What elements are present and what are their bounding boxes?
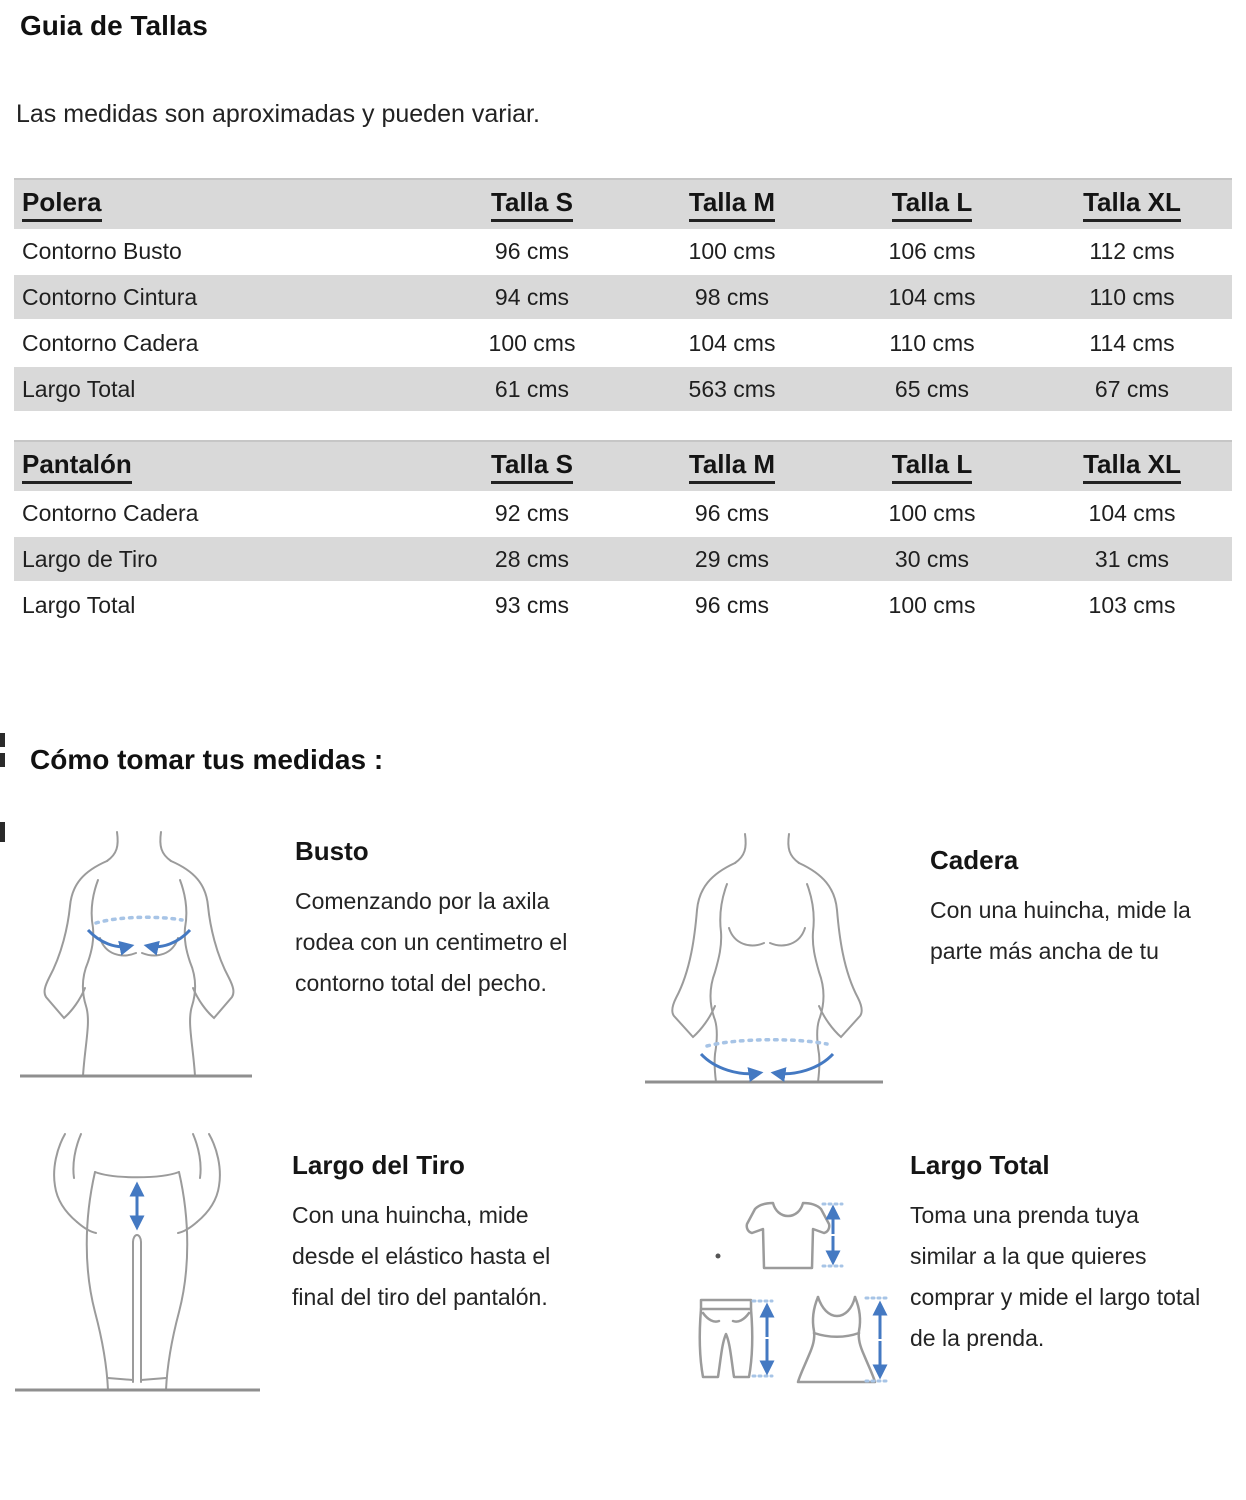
column-header: Talla S xyxy=(432,441,632,491)
scan-artifact xyxy=(0,753,5,767)
bust-dotted-line xyxy=(96,917,182,923)
measure-line: final del tiro del pantalón. xyxy=(292,1284,548,1310)
legs-inseam-figure xyxy=(15,1132,275,1412)
cell-value: 110 cms xyxy=(889,329,975,356)
table-header-row xyxy=(14,441,1232,491)
cell-value: 93 cms xyxy=(494,591,570,618)
table-row xyxy=(14,536,1232,582)
row-label: Contorno Busto xyxy=(22,237,182,264)
hip-dotted-line xyxy=(707,1040,827,1046)
cell-value: 96 cms xyxy=(494,237,570,264)
cell-value: 104 cms xyxy=(688,329,776,356)
cell-value: 104 cms xyxy=(1088,499,1176,526)
measure-line: Con una huincha, mide xyxy=(292,1202,529,1228)
scan-artifact xyxy=(0,733,5,747)
measure-line: Con una huincha, mide la xyxy=(930,897,1191,923)
table-header-row xyxy=(14,179,1232,229)
measure-line: comprar y mide el largo total xyxy=(910,1284,1201,1310)
cell-value: 28 cms xyxy=(494,545,570,572)
female-torso-hip-figure xyxy=(645,830,910,1115)
bust-measure-text xyxy=(295,836,625,1004)
cell-value: 94 cms xyxy=(494,283,570,310)
table-row xyxy=(14,320,1232,366)
cell-value: 104 cms xyxy=(888,283,976,310)
row-label: Largo de Tiro xyxy=(22,545,158,572)
row-label: Contorno Cadera xyxy=(22,499,199,526)
measure-line: similar a la que quieres xyxy=(910,1243,1147,1269)
cell-value: 112 cms xyxy=(1089,237,1175,264)
measure-line: Comenzando por la axila xyxy=(295,888,550,914)
cell-value: 106 cms xyxy=(888,237,976,264)
table-row xyxy=(14,366,1232,412)
cell-value: 98 cms xyxy=(694,283,770,310)
measure-line: rodea con un centimetro el xyxy=(295,929,568,955)
cell-value: 67 cms xyxy=(1094,375,1170,402)
cell-value: 100 cms xyxy=(688,237,776,264)
column-header: Talla XL xyxy=(1032,441,1232,491)
dress-icon xyxy=(798,1297,875,1382)
table-row xyxy=(14,274,1232,320)
column-header: Pantalón xyxy=(14,441,432,491)
cell-value: 100 cms xyxy=(888,499,976,526)
cell-value: 31 cms xyxy=(1094,545,1170,572)
measure-title: Busto xyxy=(295,836,369,866)
hip-measure-text xyxy=(930,845,1240,972)
column-header: Polera xyxy=(14,179,432,229)
cell-value: 92 cms xyxy=(494,499,570,526)
cell-value: 29 cms xyxy=(694,545,770,572)
column-header: Talla L xyxy=(832,179,1032,229)
inseam-measure-text xyxy=(292,1150,612,1318)
cell-value: 114 cms xyxy=(1089,329,1175,356)
scan-artifact xyxy=(0,822,5,842)
column-header: Talla S xyxy=(432,179,632,229)
tshirt-icon xyxy=(747,1203,830,1268)
measure-title: Largo del Tiro xyxy=(292,1150,465,1180)
cell-value: 65 cms xyxy=(894,375,970,402)
page-title: Guia de Tallas xyxy=(20,10,208,41)
column-header: Talla M xyxy=(632,441,832,491)
pantalon-size-table xyxy=(14,440,1232,629)
cell-value: 96 cms xyxy=(694,591,770,618)
measure-line: contorno total del pecho. xyxy=(295,970,547,996)
polera-size-table xyxy=(14,178,1232,413)
measure-title: Cadera xyxy=(930,845,1019,875)
measure-line: desde el elástico hasta el xyxy=(292,1243,551,1269)
cell-value: 96 cms xyxy=(694,499,770,526)
cell-value: 103 cms xyxy=(1088,591,1176,618)
cell-value: 110 cms xyxy=(1089,283,1175,310)
row-label: Largo Total xyxy=(22,591,136,618)
row-label: Contorno Cintura xyxy=(22,283,198,310)
measure-line: Toma una prenda tuya xyxy=(910,1202,1139,1228)
cell-value: 100 cms xyxy=(888,591,976,618)
cell-value: 563 cms xyxy=(688,375,776,402)
stray-period-dot xyxy=(716,1254,721,1259)
hip-measure-arrows xyxy=(701,1054,833,1074)
column-header: Talla XL xyxy=(1032,179,1232,229)
row-label: Largo Total xyxy=(22,375,136,402)
total-length-measure-text xyxy=(910,1150,1246,1359)
table-row xyxy=(14,491,1232,536)
how-to-measure-title: Cómo tomar tus medidas : xyxy=(30,744,384,775)
column-header: Talla M xyxy=(632,179,832,229)
page-subtitle: Las medidas son aproximadas y pueden variar. xyxy=(16,100,540,128)
cell-value: 61 cms xyxy=(494,375,570,402)
pants-icon xyxy=(700,1300,753,1377)
row-label: Contorno Cadera xyxy=(22,329,199,356)
column-header: Talla L xyxy=(832,441,1032,491)
cell-value: 100 cms xyxy=(488,329,576,356)
cell-value: 30 cms xyxy=(894,545,970,572)
measure-line: de la prenda. xyxy=(910,1325,1045,1351)
female-torso-bust-figure xyxy=(20,828,275,1108)
measure-line: parte más ancha de tu xyxy=(930,938,1159,964)
table-row xyxy=(14,229,1232,274)
measure-title: Largo Total xyxy=(910,1150,1050,1180)
table-row xyxy=(14,582,1232,628)
